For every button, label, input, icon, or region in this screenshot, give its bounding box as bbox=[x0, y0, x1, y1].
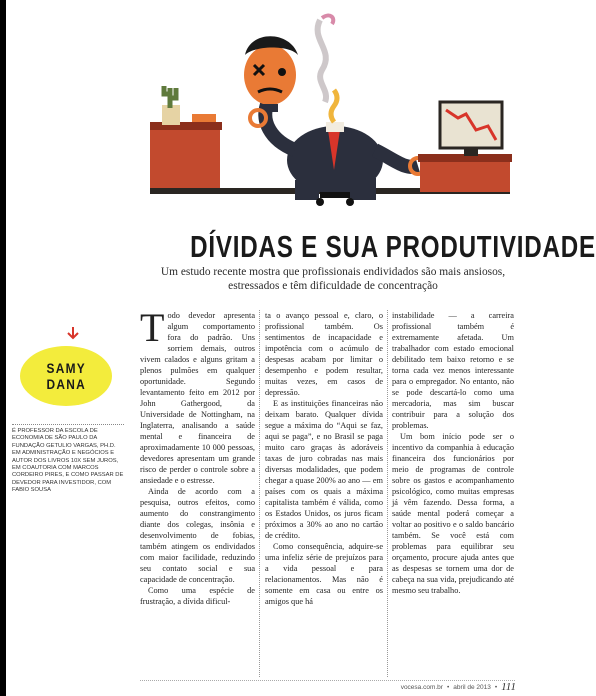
paragraph: Como uma espécie de frustração, a dívida dificul- bbox=[140, 586, 255, 606]
paragraph: Ainda de acordo com a pesquisa, outros efeitos, como aumento do constrangimento diante dos colegas, insônia e desenvolvimento de fobias, também atingem os endividados com maior facilidade, reduzindo seu contato social e sua capacidade de concentração. bbox=[140, 487, 255, 584]
footer-separator: • bbox=[446, 683, 450, 691]
character-head bbox=[244, 36, 298, 112]
page-footer bbox=[401, 681, 516, 693]
paragraph: Um bom início pode ser o incentivo da companhia à educação financeira dos funcionários por meio de programas de controle sobre os gastos e acompanhamento psicológico, como muitas empresas já vêm fazendo. Dessa forma, a saúde mental poderá começar a voltar ao positivo e o saldo bancário também. Se você está com problemas para equilibrar seu orçamento, procure ajuda antes que as despesas se tornem uma dor de cabeça na sua vida, prejudicando até mesmo seu trabalho. bbox=[392, 432, 514, 595]
footer-separator: • bbox=[494, 683, 498, 691]
paragraph: instabilidade — a carreira profissional também é extremamente afetada. Um trabalhador com estado emocional debilitado tem baixo retorno e se torna cada vez menos interessante para o empregador. No entanto, não se pode descartá-lo como uma mercadoria, mas sim buscar contribuir para a solução dos problemas. bbox=[392, 311, 514, 430]
author-last-name: DANA bbox=[46, 376, 86, 392]
paragraph: Como consequência, adquire-se uma infeliz série de prejuízos para a vida pessoal e para relacionamentos. Mas não é somente em casa ou entre os amigos que há bbox=[265, 542, 383, 606]
down-arrow-icon bbox=[66, 326, 80, 340]
paragraph: E as instituições financeiras não deixam barato. Qualquer dívida segue a máxima do “Aqui se faz, aqui se paga”, e no Brasil se paga muito caro graças às adoráveis taxas de juro cobradas nas mais diversas modalidades, que podem chegar a quase 200% ao ano — em países com os quais a máxima capitalista também é válida, como os Estados Unidos, os juros ficam próximos a 30% ao ano no cartão de crédito. bbox=[265, 399, 383, 540]
author-divider bbox=[12, 424, 124, 425]
paragraph: ta o avanço pessoal e, claro, o profissional também. Os sentimentos de incapacidade e impotência com o acúmulo de despesas acabam por limitar o desempenho e podem resultar, muitas vezes, em casos de depressão. bbox=[265, 311, 383, 397]
column-divider bbox=[259, 310, 260, 677]
column-divider bbox=[387, 310, 388, 677]
page-spine bbox=[0, 0, 6, 696]
article-column-3 bbox=[392, 310, 514, 596]
page-number: 111 bbox=[501, 681, 516, 693]
author-bio-text: É PROFESSOR DA ESCOLA DE ECONOMIA DE SÃO PAULO DA FUNDAÇÃO GETULIO VARGAS, PH.D. EM ADMINISTRAÇÃO E NEGÓCIOS E AUTOR DOS LIVROS 10X SEM JUROS, EM COAUTORIA COM MARCOS CORDEIRO PIRES, E COMO PASSAR DE DEVEDOR PARA INVESTIDOR, COM FABIO SOUSA bbox=[12, 428, 124, 494]
paragraph: Todo devedor apresenta algum comportamento fora do padrão. Uns sorriem demais, outros vivem calados e alguns gritam a plenos pulmões em qualquer oportunidade. Segundo levantamento feito em 2012 por John Gathergood, da Universidade de Nottingham, na Inglaterra, analisando a saúde mental e financeira de aproximadamente 10 000 pessoas, devedores apresentam um grande risco de perder o controle sobre a ansiedade e o estresse. bbox=[140, 305, 255, 485]
article-headline: DÍVIDAS E SUA PRODUTIVIDADE bbox=[190, 229, 596, 264]
author-first-name: SAMY bbox=[46, 360, 86, 376]
article-deck: Um estudo recente mostra que profissionais endividados são mais ansiosos, estressados e têm dificuldade de concentração bbox=[160, 266, 506, 292]
article-column-1 bbox=[140, 305, 255, 607]
author-bio bbox=[12, 428, 124, 495]
article-column-2 bbox=[265, 310, 383, 607]
article-illustration bbox=[150, 10, 515, 210]
footer-date: abril de 2013 bbox=[453, 683, 491, 691]
footer-site: vocesa.com.br bbox=[400, 683, 443, 691]
drop-cap: T bbox=[140, 305, 165, 350]
author-badge bbox=[20, 346, 112, 406]
